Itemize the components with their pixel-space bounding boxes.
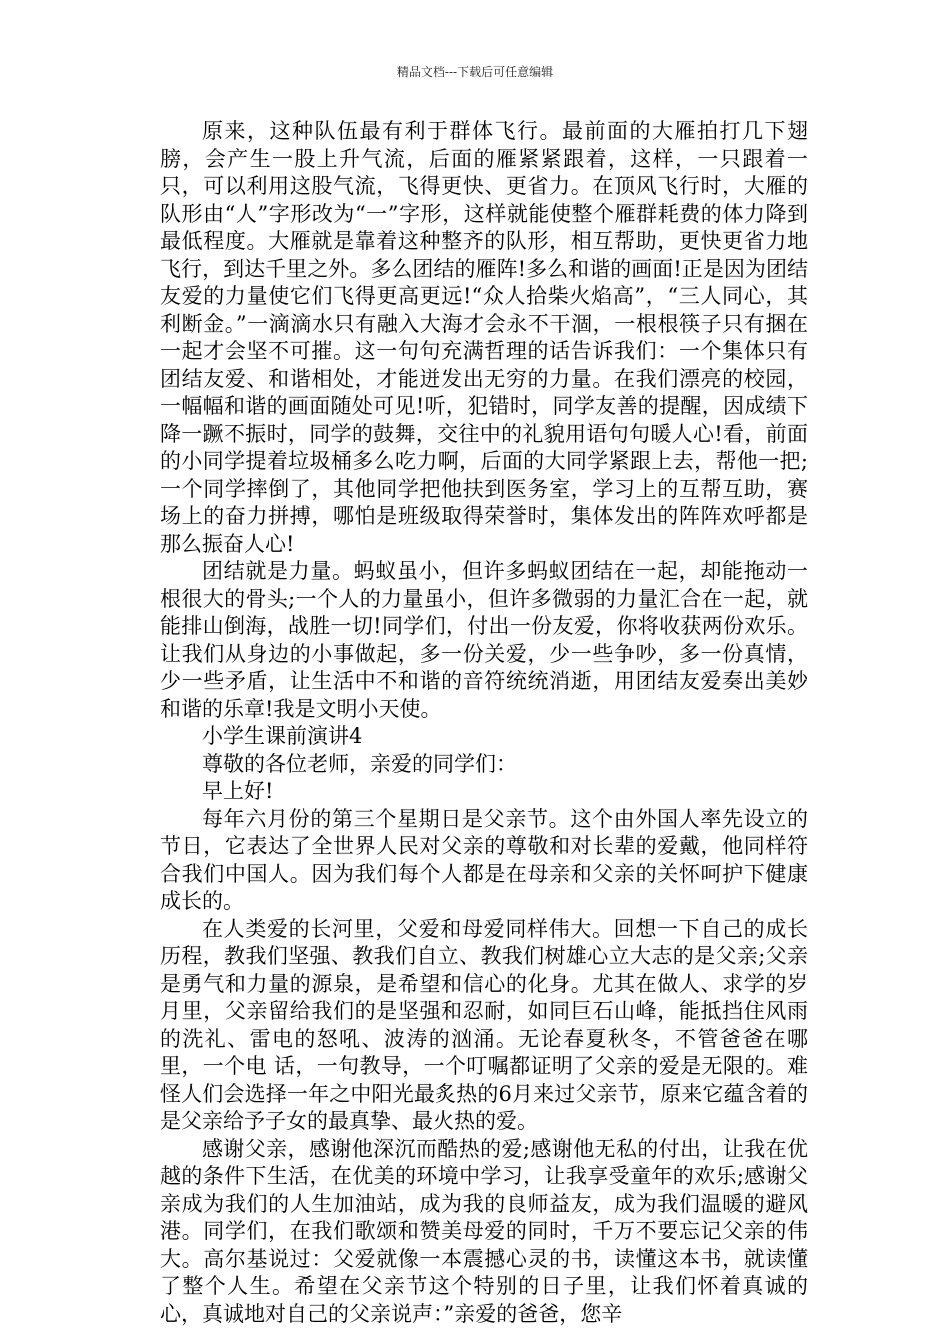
- speech-title: 小学生课前演讲4: [202, 724, 363, 748]
- speech-greeting: 早上好!: [202, 779, 274, 803]
- paragraph-unity-strength: 团结就是力量。蚂蚁虽小，但许多蚂蚁团结在一起，却能拖动一根很大的骨头;一个人的力量虽小，但许多微弱的力量汇合在一起，就能排山倒海，战胜一切!同学们，付出一份友爱，你将收获两份欢乐。让我们从身边的小事做起，多一份关爱，少一些争吵，多一份真情，少一些矛盾，让生活中不和谐的音符统统消逝，用团结友爱奏出美妙和谐的乐章!我是文明小天使。: [160, 559, 808, 721]
- speech-salutation: 尊敬的各位老师，亲爱的同学们：: [202, 751, 517, 776]
- paragraph-fathers-love: 在人类爱的长河里，父爱和母爱同样伟大。回想一下自己的成长历程，教我们坚强、教我们自立、教我们树雄心立大志的是父亲;父亲是勇气和力量的源泉，是希望和信心的化身。尤其在做人、求学的岁月里，父亲留给我们的是坚强和忍耐，如同巨石山峰，能抵挡住风雨的洗礼、雷电的怒吼、波涛的汹涌。无论春夏秋冬，不管爸爸在哪里，一个电 话，一句教导，一个叮嘱都证明了父亲的爱是无限的。难怪人们会选择一年之中阳光最炙热的6月来过父亲节，原来它蕴含着的是父亲给予子女的最真挚、最火热的爱。: [160, 916, 808, 1133]
- paragraph-fathers-day: 每年六月份的第三个星期日是父亲节。这个由外国人率先设立的节日，它表达了全世界人民对父亲的尊敬和对长辈的爱戴，他同样符合我们中国人。因为我们每个人都是在母亲和父亲的关怀呵护下健康成长的。: [160, 806, 808, 913]
- paragraph-thank-father: 感谢父亲，感谢他深沉而酷热的爱;感谢他无私的付出，让我在优越的条件下生活，在优美的环境中学习，让我享受童年的欢乐;感谢父亲成为我们的人生加油站，成为我的良师益友，成为我们温暖的避风港。同学们，在我们歌颂和赞美母爱的同时，千万不要忘记父亲的伟大。高尔基说过：父爱就像一本震撼心灵的书，读懂这本书，就读懂了整个人生。希望在父亲节这个特别的日子里，让我们怀着真诚的心，真诚地对自己的父亲说声：”亲爱的爸爸，您辛: [160, 1136, 808, 1326]
- paragraph-wild-geese: 原来，这种队伍最有利于群体飞行。最前面的大雁拍打几下翅膀，会产生一股上升气流，后面的雁紧紧跟着，这样，一只跟着一只，可以利用这股气流，飞得更快、更省力。在顶风飞行时，大雁的队形由“人”字形改为“一”字形，这样就能使整个雁群耗费的体力降到最低程度。大雁就是靠着这种整齐的队形，相互帮助，更快更省力地飞行，到达千里之外。多么团结的雁阵!多么和谐的画面!正是因为团结友爱的力量使它们飞得更高更远!“众人拾柴火焰高”，“三人同心，其利断金。”一滴滴水只有融入大海才会永不干涸，一根根筷子只有捆在一起才会坚不可摧。这一句句充满哲理的话告诉我们：一个集体只有团结友爱、和谐相处，才能迸发出无穷的力量。在我们漂亮的校园，一幅幅和谐的画面随处可见!听，犯错时，同学友善的提醒，因成绩下降一蹶不振时，同学的鼓舞，交往中的礼貌用语句句暖人心!看，前面的小同学提着垃圾桶多么吃力啊，后面的大同学紧跟上去，帮他一把;一个同学摔倒了，其他同学把他扶到医务室，学习上的互帮互助，赛场上的奋力拼搏，哪怕是班级取得荣誉时，集体发出的阵阵欢呼都是那么振奋人心!: [160, 119, 808, 556]
- page-header: 精品文档---下载后可任意编辑: [396, 65, 554, 79]
- document-body: [160, 118, 808, 1328]
